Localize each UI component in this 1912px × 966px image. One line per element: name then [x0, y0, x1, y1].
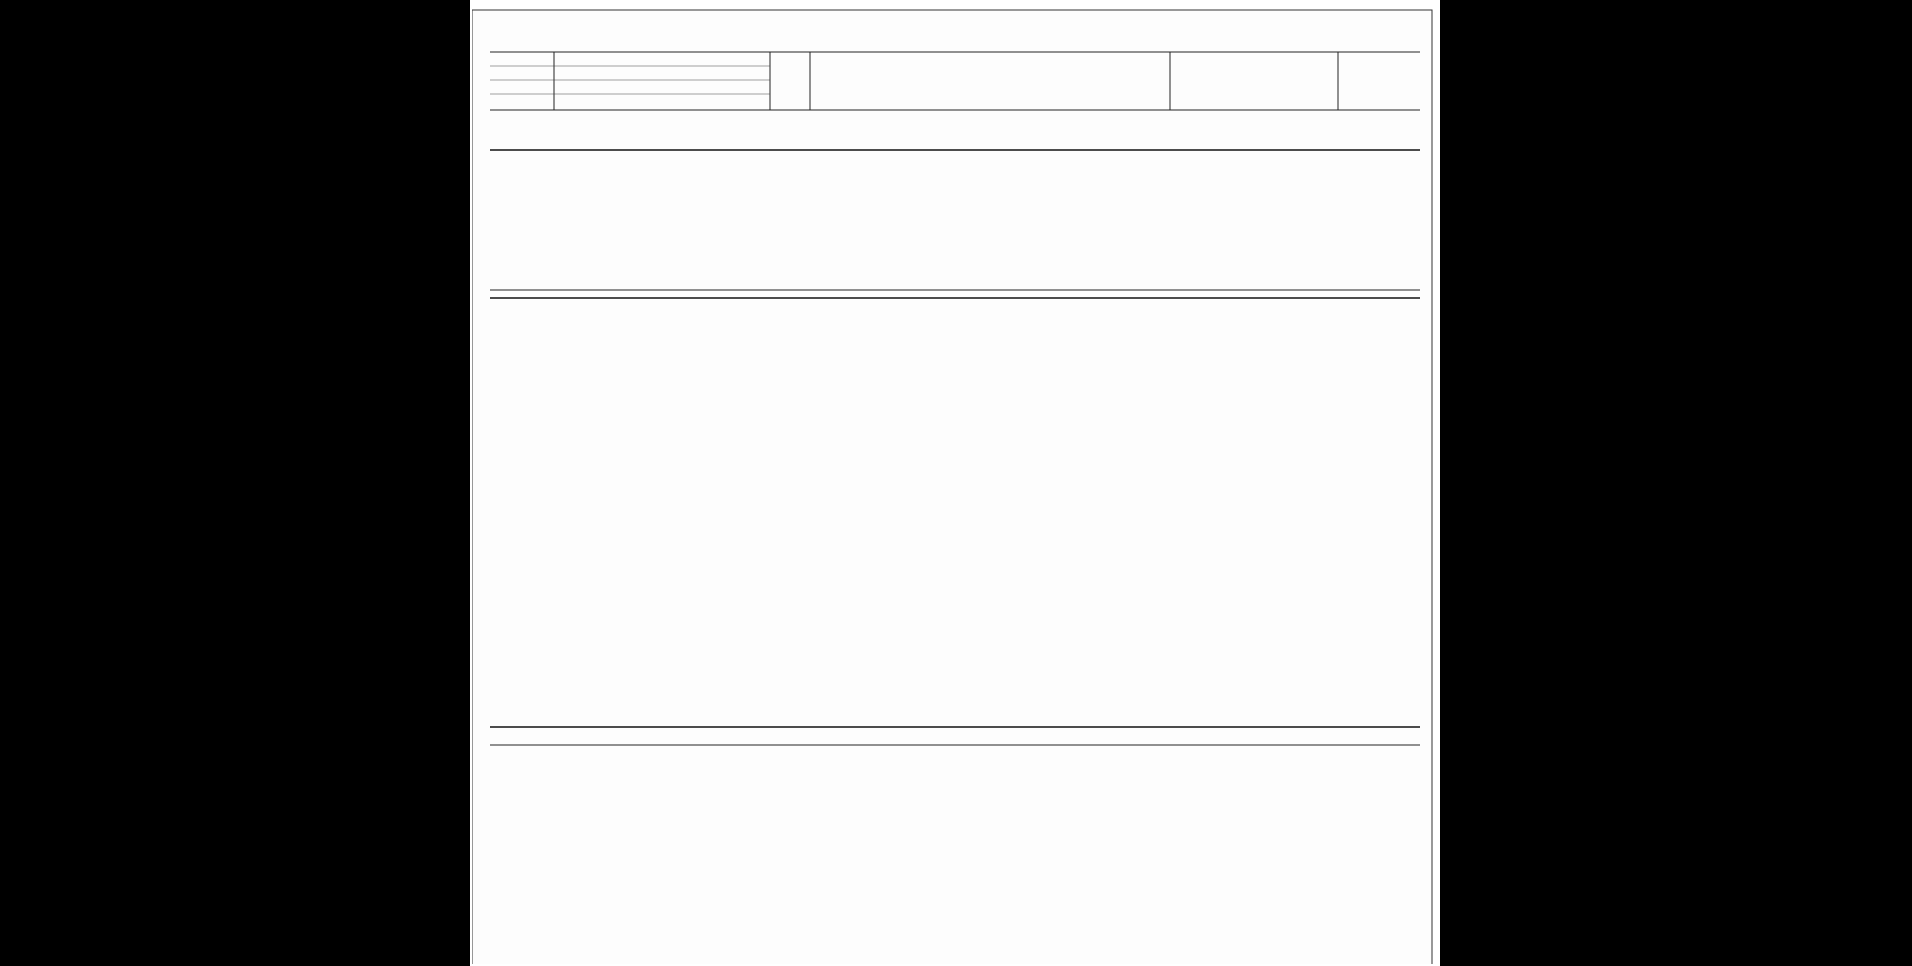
census-sheet-scan — [470, 0, 1440, 966]
census-form — [470, 0, 1440, 966]
